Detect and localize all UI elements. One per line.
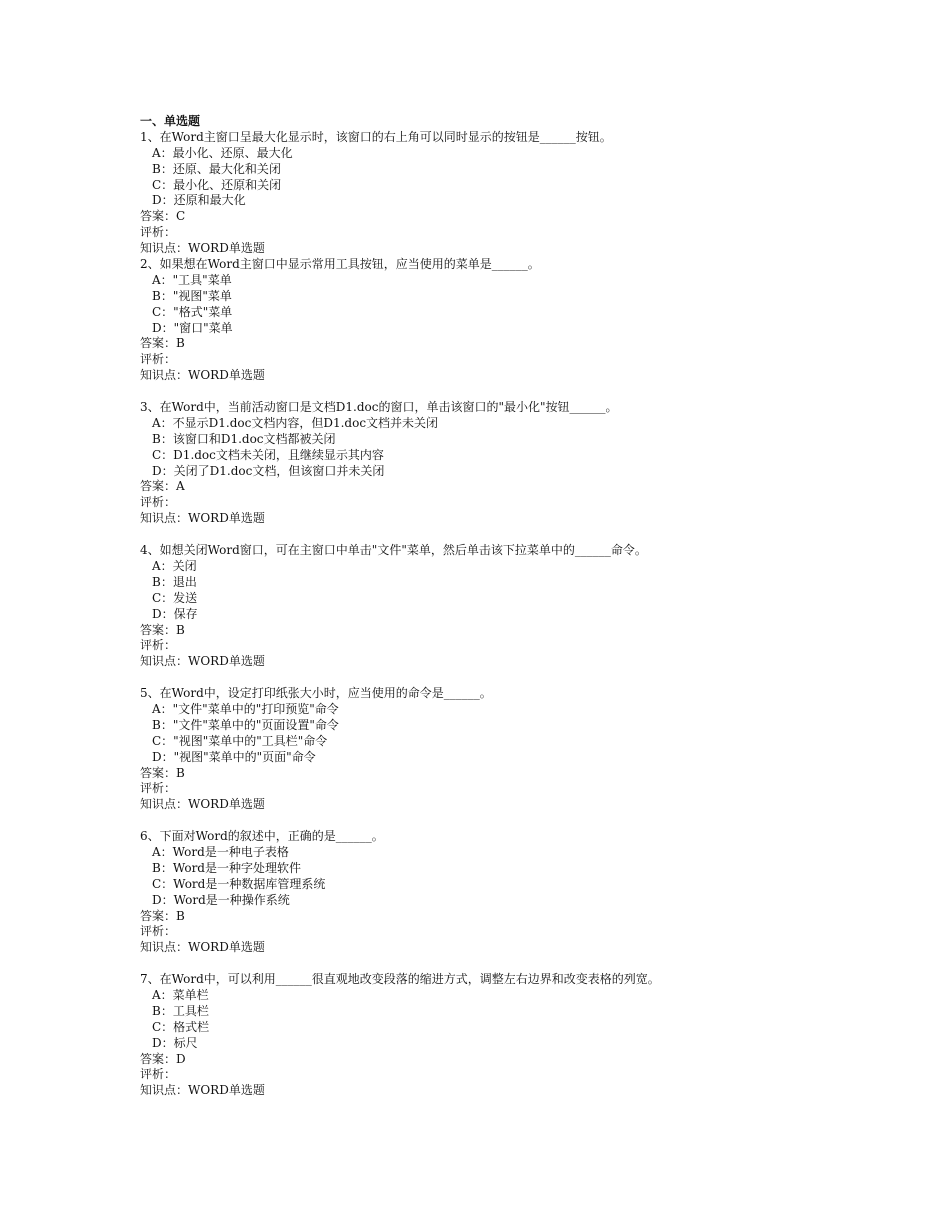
option-c: C：最小化、还原和关闭 [152,177,282,192]
analysis-line: 评析： [140,638,177,653]
option-b: B：还原、最大化和关闭 [152,161,281,176]
option-b: B：退出 [152,574,197,589]
document-page [140,114,920,1099]
option-c: C：D1.doc文档未关闭，且继续显示其内容 [152,447,384,462]
spacer [140,956,920,972]
option-b: B：工具栏 [152,1003,209,1018]
option-d: D：标尺 [152,1035,198,1050]
spacer [140,384,920,400]
question-6 [140,829,920,956]
spacer [140,813,920,829]
answer-line: 答案：B [140,908,185,923]
option-c: C：格式栏 [152,1019,210,1034]
knowledge-point-line: 知识点：WORD单选题 [140,368,265,383]
option-a: A：关闭 [152,558,197,573]
question-stem: 3、在Word中，当前活动窗口是文档D1.doc的窗口，单击该窗口的"最小化"按钮______。 [140,400,618,415]
option-c: C："格式"菜单 [152,304,233,319]
knowledge-point-line: 知识点：WORD单选题 [140,940,265,955]
answer-line: 答案：A [140,479,185,494]
option-c: C："视图"菜单中的"工具栏"命令 [152,733,328,748]
option-a: A："工具"菜单 [152,272,232,287]
knowledge-point-line: 知识点：WORD单选题 [140,241,265,256]
option-a: A：不显示D1.doc文档内容，但D1.doc文档并未关闭 [152,415,439,430]
answer-line: 答案：B [140,765,185,780]
question-stem: 1、在Word主窗口呈最大化显示时，该窗口的右上角可以同时显示的按钮是______按钮。 [140,129,612,144]
analysis-line: 评析： [140,781,177,796]
section-title: 一、单选题 [140,114,201,128]
question-stem: 7、在Word中，可以利用______很直观地改变段落的缩进方式，调整左右边界和改变表格的列宽。 [140,972,660,987]
spacer [140,670,920,686]
option-b: B："文件"菜单中的"页面设置"命令 [152,717,339,732]
answer-line: 答案：B [140,336,185,351]
option-c: C：发送 [152,590,198,605]
option-b: B："视图"菜单 [152,288,232,303]
question-4 [140,543,920,670]
analysis-line: 评析： [140,225,177,240]
option-c: C：Word是一种数据库管理系统 [152,876,326,891]
question-1 [140,130,920,257]
analysis-line: 评析： [140,495,177,510]
analysis-line: 评析： [140,1067,177,1082]
answer-line: 答案：D [140,1051,186,1066]
option-a: A：Word是一种电子表格 [152,844,289,859]
question-7 [140,972,920,1099]
option-d: D：Word是一种操作系统 [152,892,290,907]
option-a: A：菜单栏 [152,987,209,1002]
knowledge-point-line: 知识点：WORD单选题 [140,797,265,812]
analysis-line: 评析： [140,924,177,939]
spacer [140,527,920,543]
option-a: A：最小化、还原、最大化 [152,145,293,160]
question-stem: 4、如想关闭Word窗口，可在主窗口中单击"文件"菜单，然后单击该下拉菜单中的______命令。 [140,543,647,558]
question-3 [140,400,920,527]
option-d: D：关闭了D1.doc文档，但该窗口并未关闭 [152,463,385,478]
option-d: D：还原和最大化 [152,193,246,208]
knowledge-point-line: 知识点：WORD单选题 [140,1083,265,1098]
question-2 [140,257,920,384]
option-b: B：该窗口和D1.doc文档都被关闭 [152,431,336,446]
option-a: A："文件"菜单中的"打印预览"命令 [152,701,339,716]
option-d: D：保存 [152,606,198,621]
question-5 [140,686,920,813]
analysis-line: 评析： [140,352,177,367]
question-stem: 6、下面对Word的叙述中，正确的是______。 [140,829,384,844]
answer-line: 答案：B [140,622,185,637]
knowledge-point-line: 知识点：WORD单选题 [140,511,265,526]
option-d: D："视图"菜单中的"页面"命令 [152,749,316,764]
question-stem: 5、在Word中，设定打印纸张大小时，应当使用的命令是______。 [140,686,492,701]
knowledge-point-line: 知识点：WORD单选题 [140,654,265,669]
question-stem: 2、如果想在Word主窗口中显示常用工具按钮，应当使用的菜单是______。 [140,257,540,272]
answer-line: 答案：C [140,209,186,224]
option-b: B：Word是一种字处理软件 [152,860,301,875]
option-d: D："窗口"菜单 [152,320,233,335]
